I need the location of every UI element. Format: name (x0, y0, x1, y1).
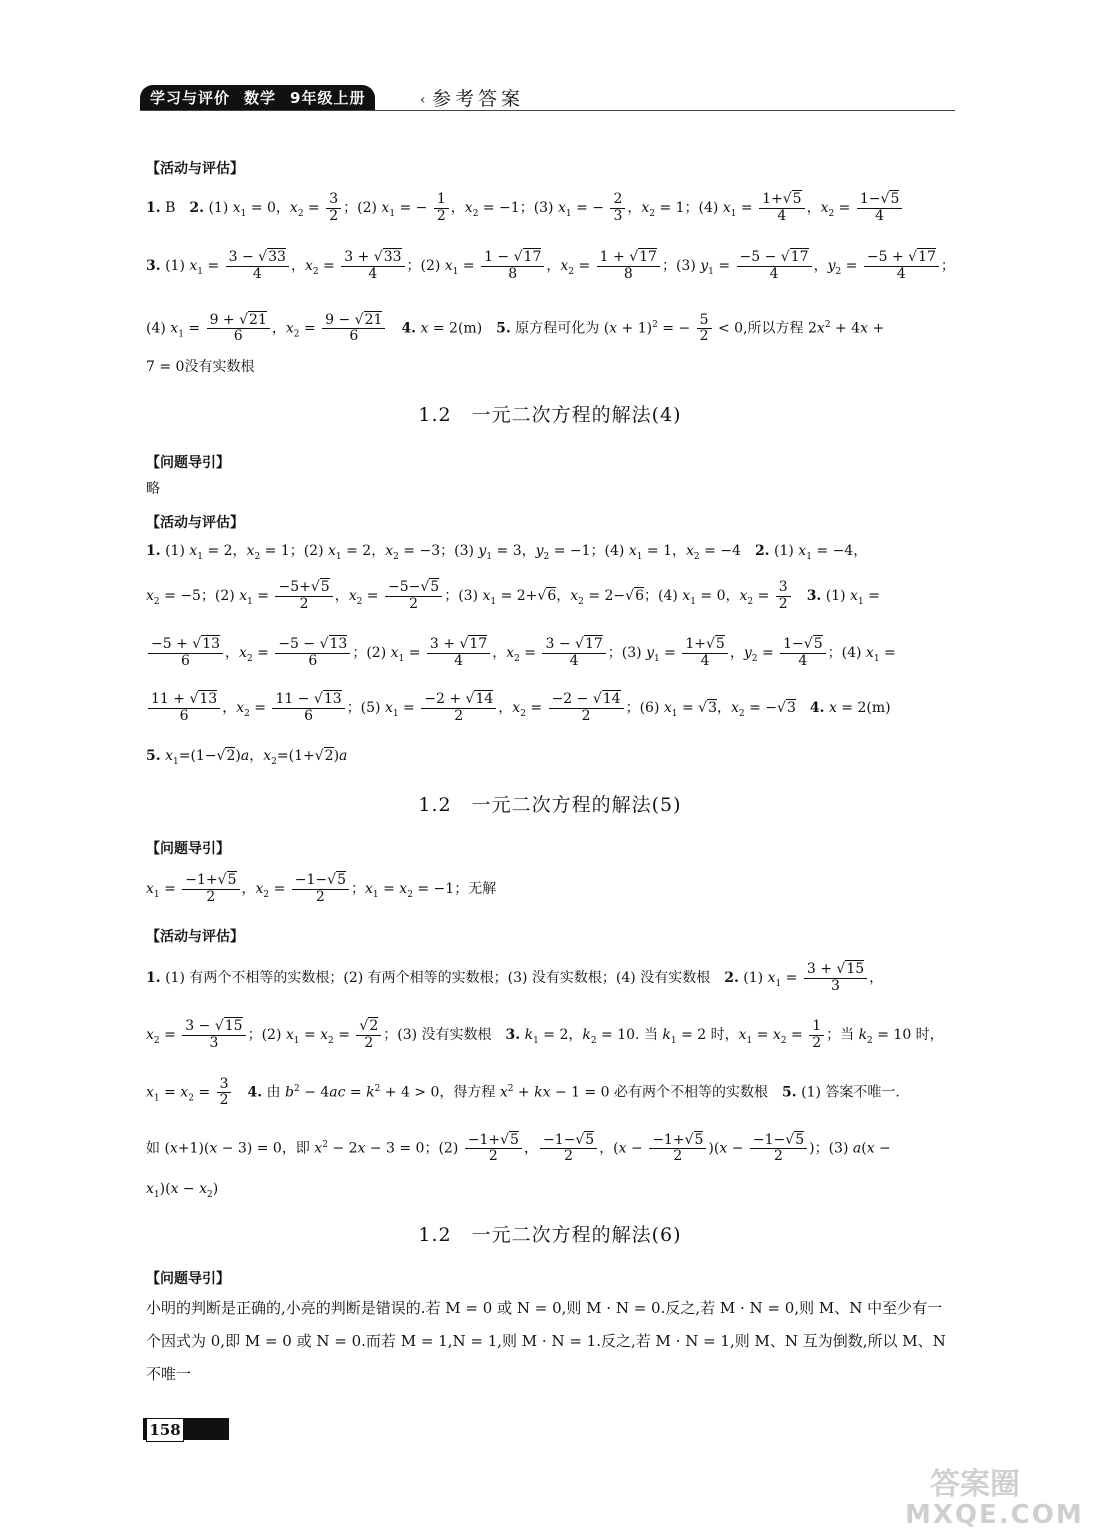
answer-line: $x_2 = -5$；(2) $x_1$ = $\frac{-5+√5}{2}$ ，$x_2$ = $\frac{-5-√5}{2}$ ；(3) $x_1 = 2+√6$，$x_2 = 2-√6$；(4) $x_1 = 0$，$x_2$ = $\frac{3}{2}$ 3. (1) $x_1$ = (146, 579, 880, 612)
guide-label: 【问题导引】 (146, 455, 230, 471)
header-label: 参考答案 (432, 88, 525, 110)
header-arrow-icon: ‹ (420, 92, 426, 108)
guide-text: 略 (146, 481, 160, 497)
section-title: 1.2 一元二次方程的解法(5) (418, 794, 682, 816)
answer-line: 1. (1) 有两个不相等的实数根；(2) 有两个相等的实数根；(3) 没有实数根；(4) 没有实数根 2. (1) $x_1$ = $\frac{3 + √15}{3}$ ， (146, 961, 884, 994)
answer-line: 如 (x+1)(x − 3) = 0，即 $x^2 - 2x - 3 = 0$；(2) $\frac{-1+√5}{2}$ ， $\frac{-1-√5}{2}$ ，(x − $\frac{-1+√5}{2}$ )(x − $\frac{-1-√5}{2}$ )；(3) a(x − (146, 1131, 891, 1165)
header-tab: 学习与评价 数学 9年级上册 (140, 85, 375, 111)
answer-line: 1. (1) $x_1 = 2$，$x_2 = 1$；(2) $x_1 = 2$，$x_2 = -3$；(3) $y_1 = 3$，$y_2 = -1$；(4) $x_1 = 1$，$x_2 = -4$ 2. (1) $x_1 = -4$， (146, 543, 868, 562)
answer-line: 5. $x_1=(1-√2)a$，$x_2=(1+√2)a$ (146, 748, 348, 767)
activity-label: 【活动与评估】 (146, 929, 244, 945)
answer-line: $x_2$ = $\frac{3 - √15}{3}$ ；(2) $x_1 = x_2$ = $\frac{√2}{2}$ ；(3) 没有实数根 3. $k_1 = 2$，$k_2 = 10$. 当 $k_1 = 2$ 时，$x_1 = x_2$ = $\frac{1}{2}$ ；当 $k_2 = 10$ 时， (146, 1018, 944, 1051)
answer-line: 3. (1) $x_1$ = $\frac{3 - √33}{4}$ ，$x_2$ = $\frac{3 + √33}{4}$ ；(2) $x_1$ = $\frac{1 - √17}{8}$ ，$x_2$ = $\frac{1 + √17}{8}$ ；(3) $y_1$ = $\frac{-5 - √17}{4}$ ，$y_2$ = $\frac{-5 + √17}{4}$ ； (146, 249, 955, 282)
answer-line: $x_1)(x - x_2)$ (146, 1181, 219, 1200)
activity-label: 【活动与评估】 (146, 161, 244, 177)
answer-line: 1. B 2. (1) $x_1 = 0$，$x_2$ = $\frac{3}{2}$ ；(2) $x_1$ = − $\frac{1}{2}$ ，$x_2 = -1$；(3) $x_1$ = − $\frac{2}{3}$ ，$x_2 = 1$；(4) $x_1$ = $\frac{1+√5}{4}$ ，$x_2$ = $\frac{1-√5}{4}$ (146, 185, 956, 231)
answer-line: $x_1 = x_2$ = $\frac{3}{2}$ 4. 由 $b^2 - 4ac = k^2 + 4 > 0$，得方程 $x^2$ + kx − 1 = 0 必有两个不相等的实数根 5. (1) 答案不唯一. (146, 1075, 900, 1109)
page-number: 158 (146, 1418, 184, 1442)
activity-label: 【活动与评估】 (146, 515, 244, 531)
answer-line: $\frac{11 + √13}{6}$ ，$x_2$ = $\frac{11 - √13}{6}$ ；(5) $x_1$ = $\frac{-2 + √14}{2}$ ，$x_2$ = $\frac{-2 - √14}{2}$ ；(6) $x_1 = √3$，$x_2 = -√3$ 4. x = 2(m) (146, 685, 956, 731)
header-rule (140, 110, 955, 111)
section-title: 1.2 一元二次方程的解法(4) (418, 404, 682, 426)
answer-line: 7 = 0没有实数根 (146, 359, 255, 375)
answer-line: (4) $x_1$ = $\frac{9 + √21}{6}$ ，$x_2$ = $\frac{9 - √21}{6}$ 4. x = 2(m) 5. 原方程可化为 $(x + 1)^2$ = − $\frac{5}{2}$ < 0,所以方程 $2x^2 + 4x$ + (146, 311, 885, 345)
section-title: 1.2 一元二次方程的解法(6) (418, 1224, 682, 1246)
watermark-logo: 答案圈 (930, 1467, 1020, 1502)
answer-line: $\frac{-5 + √13}{6}$ ，$x_2$ = $\frac{-5 - √13}{6}$ ；(2) $x_1$ = $\frac{3 + √17}{4}$ ，$x_2$ = $\frac{3 - √17}{4}$ ；(3) $y_1$ = $\frac{1+√5}{4}$ ，$y_2$ = $\frac{1-√5}{4}$ ；(4) $x_1$ = (146, 630, 956, 676)
guide-text: $x_1$ = $\frac{-1+√5}{2}$ ，$x_2$ = $\frac{-1-√5}{2}$ ；$x_1 = x_2 = -1$；无解 (146, 872, 497, 905)
guide-label: 【问题导引】 (146, 841, 230, 857)
guide-label: 【问题导引】 (146, 1271, 230, 1287)
watermark-url: MXQE.COM (905, 1500, 1084, 1530)
guide-text: 小明的判断是正确的,小亮的判断是错误的.若 M = 0 或 N = 0,则 M · N = 0.反之,若 M · N = 0,则 M、N 中至少有一个因式为 0,即 M = 0 或 N = 0.而若 M = 1,N = 1,则 M · N = 1.反之,若 M · N = 1,则 M、N 互为倒数,所以 M、N 不唯一 (146, 1299, 946, 1383)
